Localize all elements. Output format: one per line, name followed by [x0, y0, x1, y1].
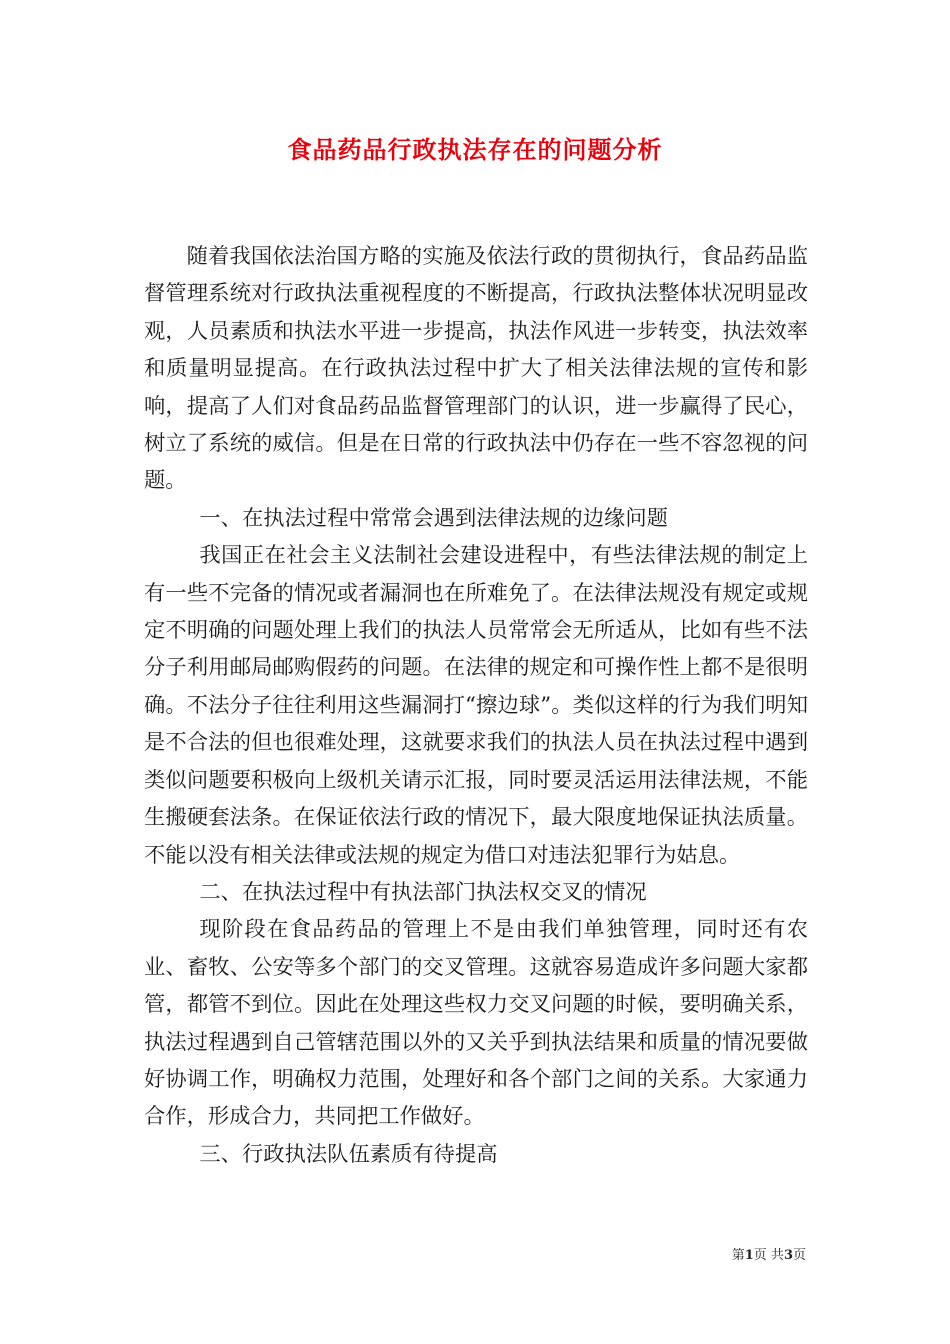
section-heading-2: 二、在执法过程中有执法部门执法权交叉的情况 [199, 879, 647, 905]
document-body [144, 238, 808, 1173]
paragraph-intro: 随着我国依法治国方略的实施及依法行政的贯彻执行，食品药品监督管理系统对行政执法重视程度的不断提高，行政执法整体状况明显改观，人员素质和执法水平进一步提高，执法作风进一步转变，执法效率和质量明显提高。在行政执法过程中扩大了相关法律法规的宣传和影响，提高了人们对食品药品监督管理部门的认识，进一步赢得了民心，树立了系统的威信。但是在日常的行政执法中仍存在一些不容忽视的问题。 [144, 244, 808, 494]
section-heading-1: 一、在执法过程中常常会遇到法律法规的边缘问题 [199, 505, 668, 531]
footer-page-number: 1 [744, 1248, 754, 1263]
footer-middle: 页 共 [753, 1248, 784, 1263]
page-footer [732, 1247, 806, 1265]
paragraph-section-1: 我国正在社会主义法制社会建设进程中，有些法律法规的制定上有一些不完备的情况或者漏洞也在所难免了。在法律法规没有规定或规定不明确的问题处理上我们的执法人员常常会无所适从，比如有些不法分子利用邮局邮购假药的问题。在法律的规定和可操作性上都不是很明确。不法分子往往利用这些漏洞打“擦边球”。类似这样的行为我们明知是不合法的但也很难处理，这就要求我们的执法人员在执法过程中遇到类似问题要积极向上级机关请示汇报，同时要灵活运用法律法规，不能生搬硬套法条。在保证依法行政的情况下，最大限度地保证执法质量。不能以没有相关法律或法规的规定为借口对违法犯罪行为姑息。 [144, 543, 808, 868]
section-heading-3: 三、行政执法队伍素质有待提高 [199, 1141, 498, 1167]
document-title: 食品药品行政执法存在的问题分析 [287, 135, 663, 164]
footer-total-pages: 3 [783, 1248, 793, 1263]
footer-prefix: 第 [731, 1248, 745, 1263]
paragraph-section-2: 现阶段在食品药品的管理上不是由我们单独管理，同时还有农业、畜牧、公安等多个部门的交叉管理。这就容易造成许多问题大家都管，都管不到位。因此在处理这些权力交叉问题的时候，要明确关系，执法过程遇到自己管辖范围以外的又关乎到执法结果和质量的情况要做好协调工作，明确权力范围，处理好和各个部门之间的关系。大家通力合作，形成合力，共同把工作做好。 [144, 917, 808, 1130]
footer-suffix: 页 [792, 1248, 806, 1263]
